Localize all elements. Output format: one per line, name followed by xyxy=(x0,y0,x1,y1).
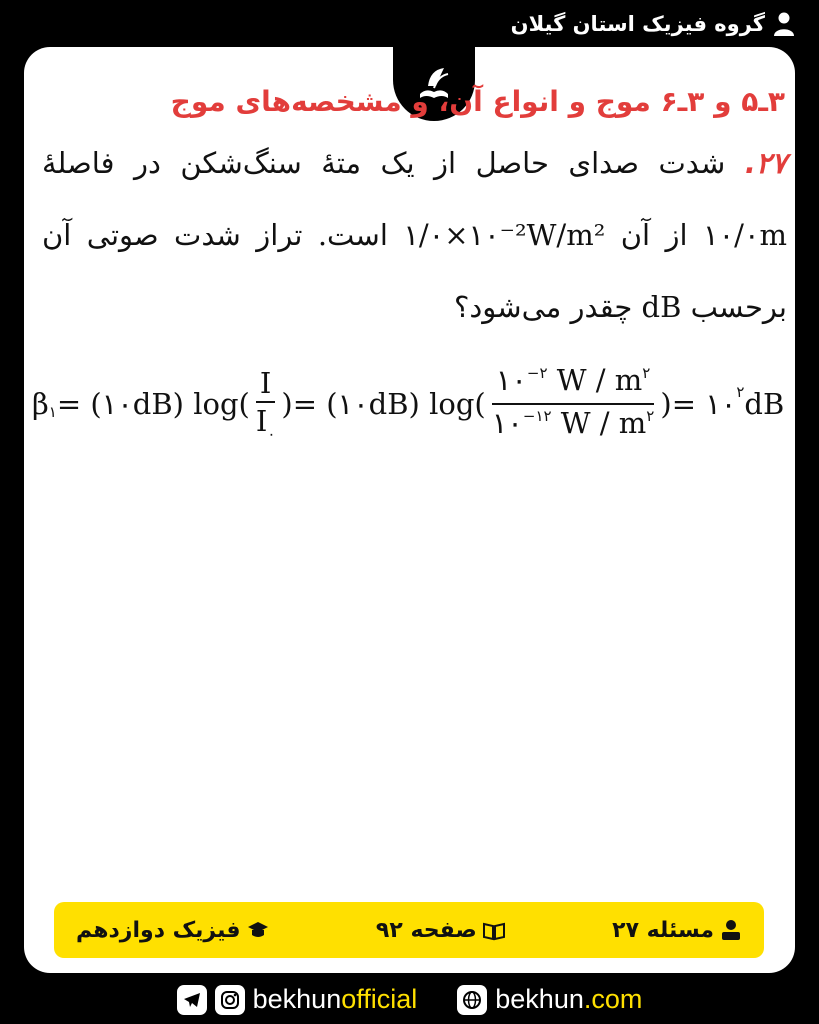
book-icon xyxy=(483,919,505,941)
globe-icon xyxy=(457,985,487,1015)
solution-formula xyxy=(32,356,787,452)
problem-text xyxy=(42,127,787,343)
problem-distance: ۱۰/۰m xyxy=(703,218,788,252)
formula-fraction-1 xyxy=(252,365,280,444)
problem-text-line1: شدت صدای حاصل از یک متهٔ سنگ‌شکن در فاصلهٔ xyxy=(42,146,726,180)
fraction1-denominator: $I_۰$ xyxy=(255,403,276,443)
group-title: گروه فیزیک استان گیلان xyxy=(510,12,765,36)
fraction2-numerator: $۱۰^{-۲}$ W / $m^۲$ xyxy=(492,362,655,405)
telegram-icon[interactable] xyxy=(177,985,207,1015)
formula-beta-sub: ۱ xyxy=(48,403,57,421)
problem-intensity: ۱/۰×۱۰⁻²W/m² xyxy=(403,218,606,252)
formula-result-unit: dB xyxy=(744,387,785,421)
info-bar xyxy=(54,902,764,958)
problem-text-line3: برحسب dB چقدر می‌شود؟ xyxy=(453,290,787,324)
formula-fraction-2 xyxy=(488,362,659,446)
handle-text: bekhunofficial xyxy=(252,984,418,1014)
fraction1-numerator: I xyxy=(256,365,275,403)
formula-eq3: = ۱۰ xyxy=(671,387,737,421)
section-title: ۳ـ۵ و ۳ـ۶ موج و انواع آن، و مشخصه‌های موج xyxy=(170,85,785,118)
formula-beta: β xyxy=(32,387,49,421)
formula-eq2: = (۱۰dB) log( xyxy=(292,387,486,421)
page-label: صفحه ۹۲ xyxy=(376,918,505,943)
content-card xyxy=(24,47,795,973)
book-label: فیزیک دوازدهم xyxy=(76,918,268,943)
bottom-bar xyxy=(0,975,819,1024)
website-text: bekhun.com xyxy=(495,984,643,1014)
social-handle[interactable] xyxy=(177,984,418,1015)
student-icon xyxy=(720,919,742,941)
problem-text-end: است. تراز شدت صوتی آن xyxy=(42,218,388,252)
problem-label: مسئله ۲۷ xyxy=(612,918,742,943)
problem-number: ۲۷. xyxy=(744,146,787,180)
formula-close2: ) xyxy=(660,387,672,421)
fraction2-denominator: $۱۰^{-۱۲}$ W / $m^۲$ xyxy=(491,406,655,440)
instagram-icon[interactable] xyxy=(215,985,245,1015)
user-icon xyxy=(773,12,795,36)
top-header xyxy=(0,0,819,48)
problem-text-mid: از آن xyxy=(620,218,688,252)
formula-close1: ) xyxy=(281,387,293,421)
website-link[interactable] xyxy=(457,984,642,1015)
graduation-cap-icon xyxy=(247,919,269,941)
formula-result-exp: ۲ xyxy=(736,383,745,401)
formula-eq1: = (۱۰dB) log( xyxy=(56,387,250,421)
